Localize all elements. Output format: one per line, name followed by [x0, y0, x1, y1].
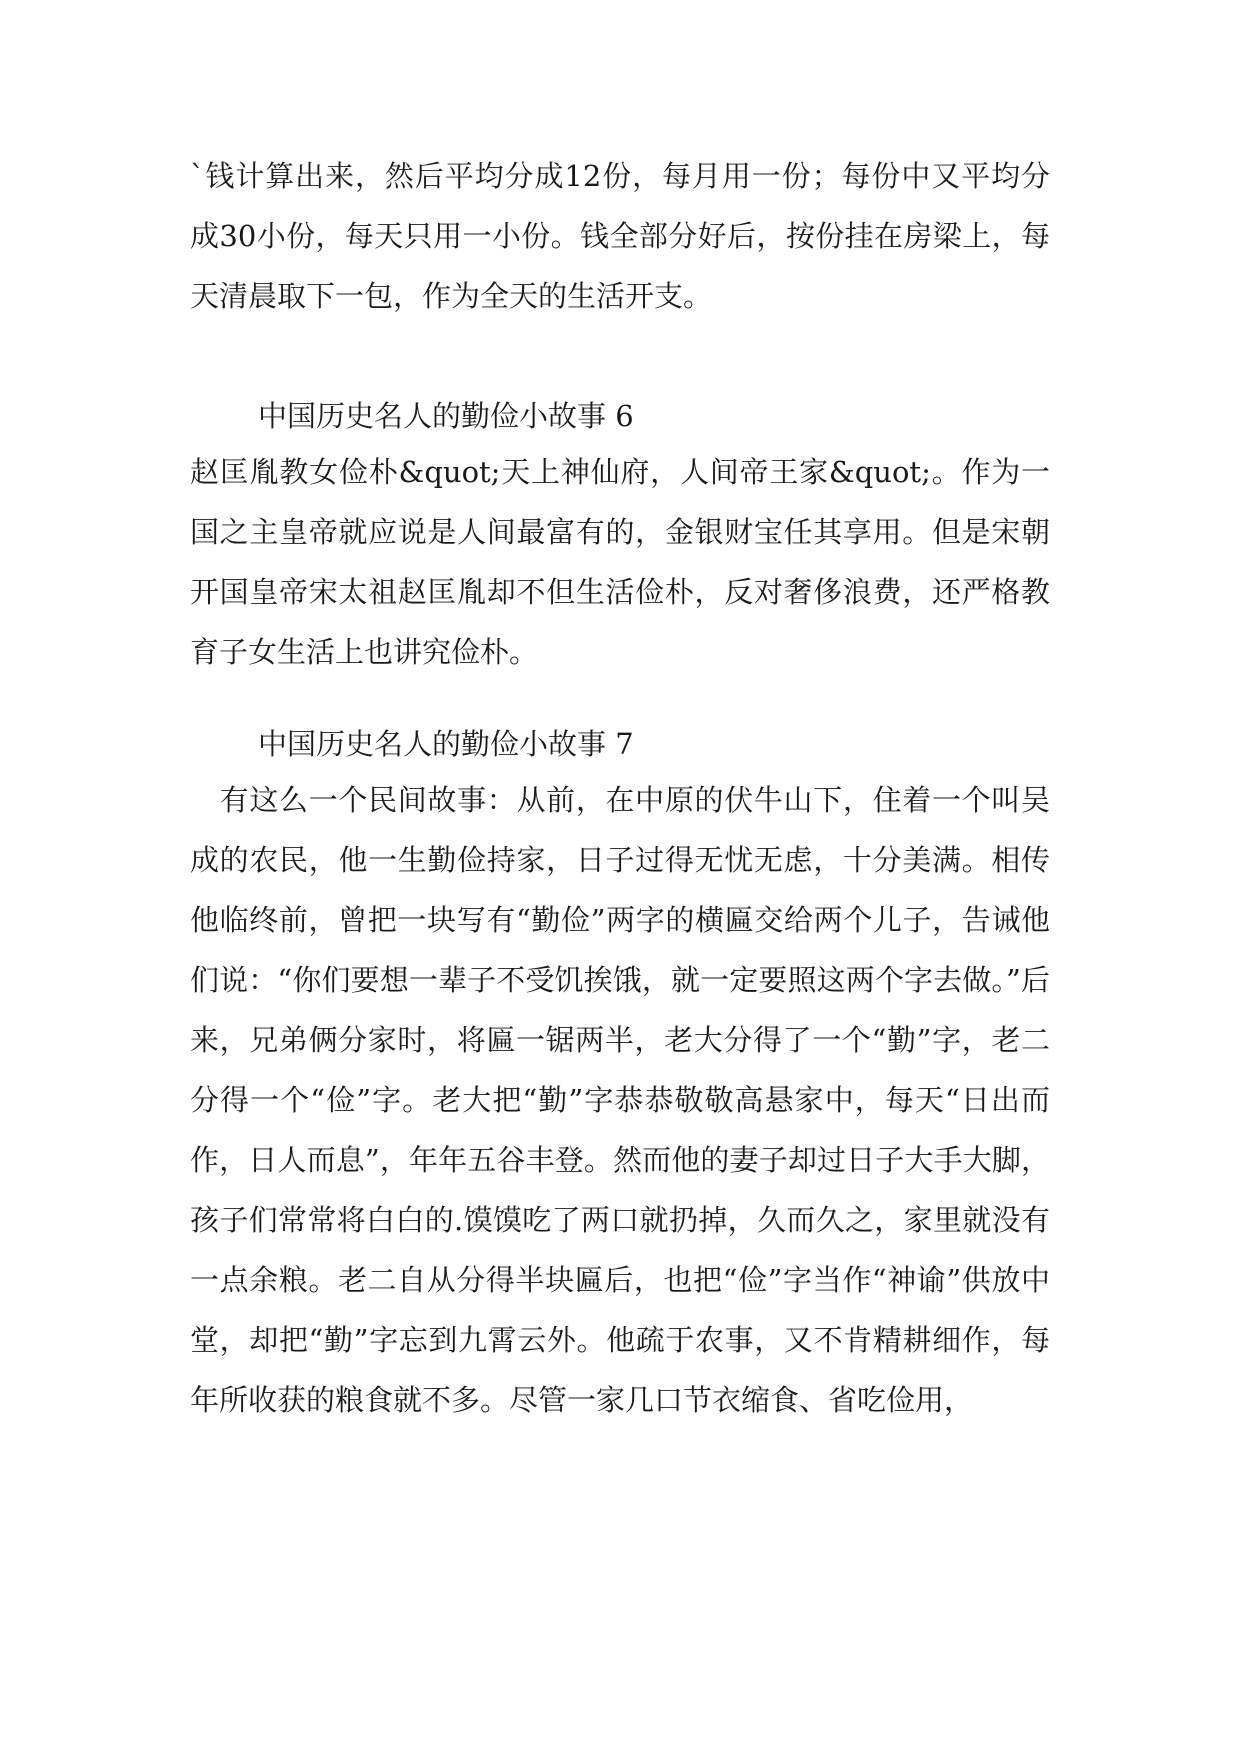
- story-6-paragraph: 赵匡胤教女俭朴&quot;天上神仙府，人间帝王家&quot;。作为一国之主皇帝就应说是人间最富有的，金银财宝任其享用。但是宋朝开国皇帝宋太祖赵匡胤却不但生活俭朴，反对奢侈浪费，还严格教育子女生活上也讲究俭朴。: [190, 455, 1050, 669]
- story-7-paragraph: 有这么一个民间故事：从前，在中原的伏牛山下，住着一个叫吴成的农民，他一生勤俭持家，日子过得无忧无虑，十分美满。相传他临终前，曾把一块写有“勤俭”两字的横匾交给两个儿子，告诫他们说：“你们要想一辈子不受饥挨饿，就一定要照这两个字去做。”后来，兄弟俩分家时，将匾一锯两半，老大分得了一个“勤”字，老二分得一个“俭”字。老大把“勤”字恭恭敬敬高悬家中，每天“日出而作，日人而息”，年年五谷丰登。然而他的妻子却过日子大手大脚，孩子们常常将白白的.馍馍吃了两口就扔掉，久而久之，家里就没有一点余粮。老二自从分得半块匾后，也把“俭”字当作“神谕”供放中堂，却把“勤”字忘到九霄云外。他疏于农事，又不肯精耕细作，每年所收获的粮食就不多。尽管一家几口节衣缩食、省吃俭用，: [190, 783, 1050, 1417]
- story-7-heading: 中国历史名人的勤俭小故事 7: [258, 727, 634, 761]
- intro-paragraph: `钱计算出来，然后平均分成12份，每月用一份；每份中又平均分成30小份，每天只用一小份。钱全部分好后，按份挂在房梁上，每天清晨取下一包，作为全天的生活开支。: [190, 159, 1050, 313]
- story-6-heading: 中国历史名人的勤俭小故事 6: [258, 399, 634, 433]
